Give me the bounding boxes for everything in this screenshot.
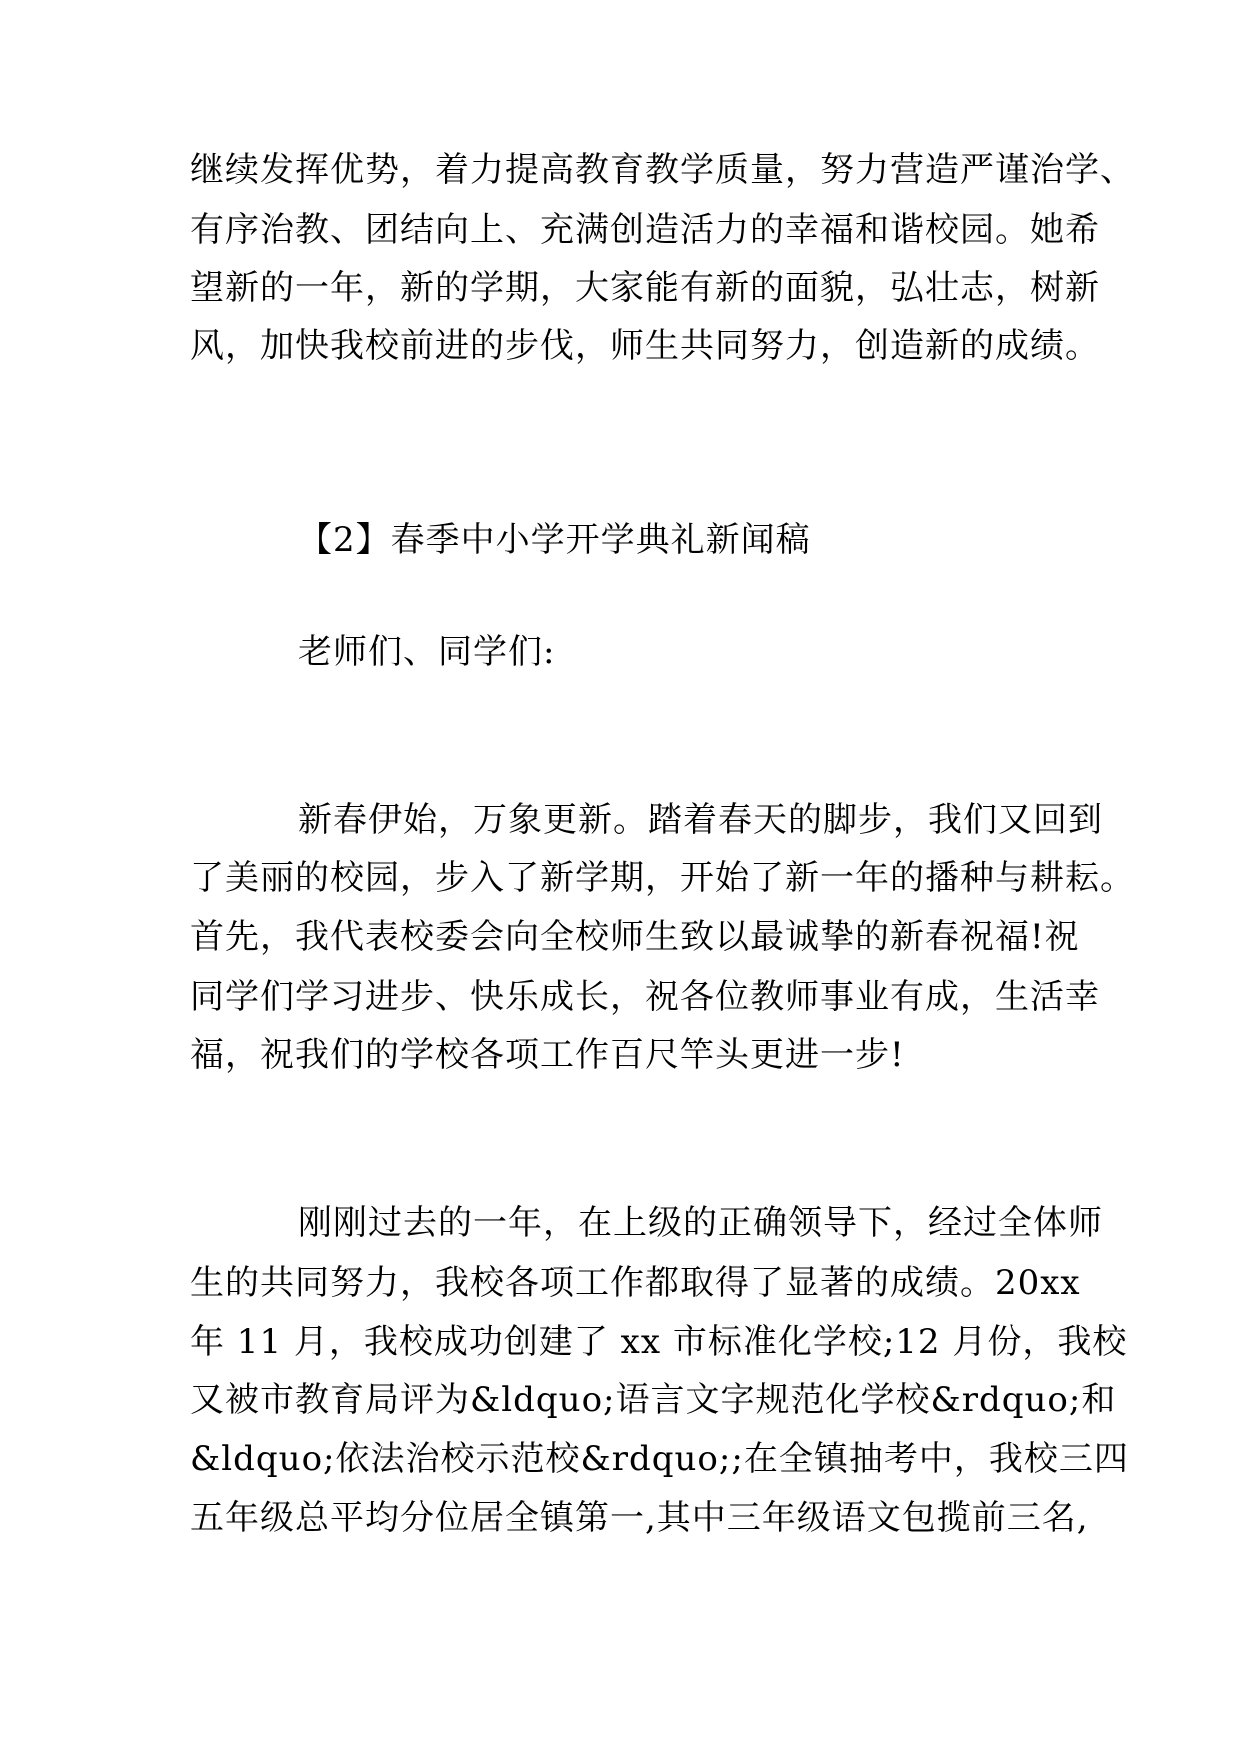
paragraph-1-line-4: 风，加快我校前进的步伐，师生共同努力，创造新的成绩。 xyxy=(190,326,1100,366)
paragraph-2-line-4: 同学们学习进步、快乐成长，祝各位教师事业有成，生活幸 xyxy=(190,977,1100,1017)
paragraph-2-line-1: 新春伊始，万象更新。踏着春天的脚步，我们又回到 xyxy=(298,800,1103,840)
paragraph-1-line-3: 望新的一年，新的学期，大家能有新的面貌，弘壮志，树新 xyxy=(190,268,1100,308)
paragraph-2-line-3: 首先，我代表校委会向全校师生致以最诚挚的新春祝福!祝 xyxy=(190,917,1080,957)
paragraph-3-line-1: 刚刚过去的一年，在上级的正确领导下，经过全体师 xyxy=(298,1203,1103,1243)
paragraph-3-line-4: 又被市教育局评为&ldquo;语言文字规范化学校&rdquo;和 xyxy=(190,1380,1117,1420)
paragraph-1-line-2: 有序治教、团结向上、充满创造活力的幸福和谐校园。她希 xyxy=(190,210,1100,250)
paragraph-1-line-1: 继续发挥优势，着力提高教育教学质量，努力营造严谨治学、 xyxy=(190,150,1135,190)
paragraph-3-line-3: 年 11 月，我校成功创建了 xx 市标准化学校;12 月份，我校 xyxy=(190,1322,1128,1362)
greeting: 老师们、同学们: xyxy=(298,632,556,672)
section-heading: 【2】春季中小学开学典礼新闻稿 xyxy=(298,520,811,560)
paragraph-2-line-5: 福，祝我们的学校各项工作百尺竿头更进一步! xyxy=(190,1035,905,1075)
paragraph-2-line-2: 了美丽的校园，步入了新学期，开始了新一年的播种与耕耘。 xyxy=(190,858,1135,898)
paragraph-3-line-5: &ldquo;依法治校示范校&rdquo;;在全镇抽考中，我校三四 xyxy=(190,1439,1129,1479)
paragraph-3-line-2: 生的共同努力，我校各项工作都取得了显著的成绩。20xx xyxy=(190,1263,1081,1303)
paragraph-3-line-6: 五年级总平均分位居全镇第一,其中三年级语文包揽前三名, xyxy=(190,1498,1089,1538)
